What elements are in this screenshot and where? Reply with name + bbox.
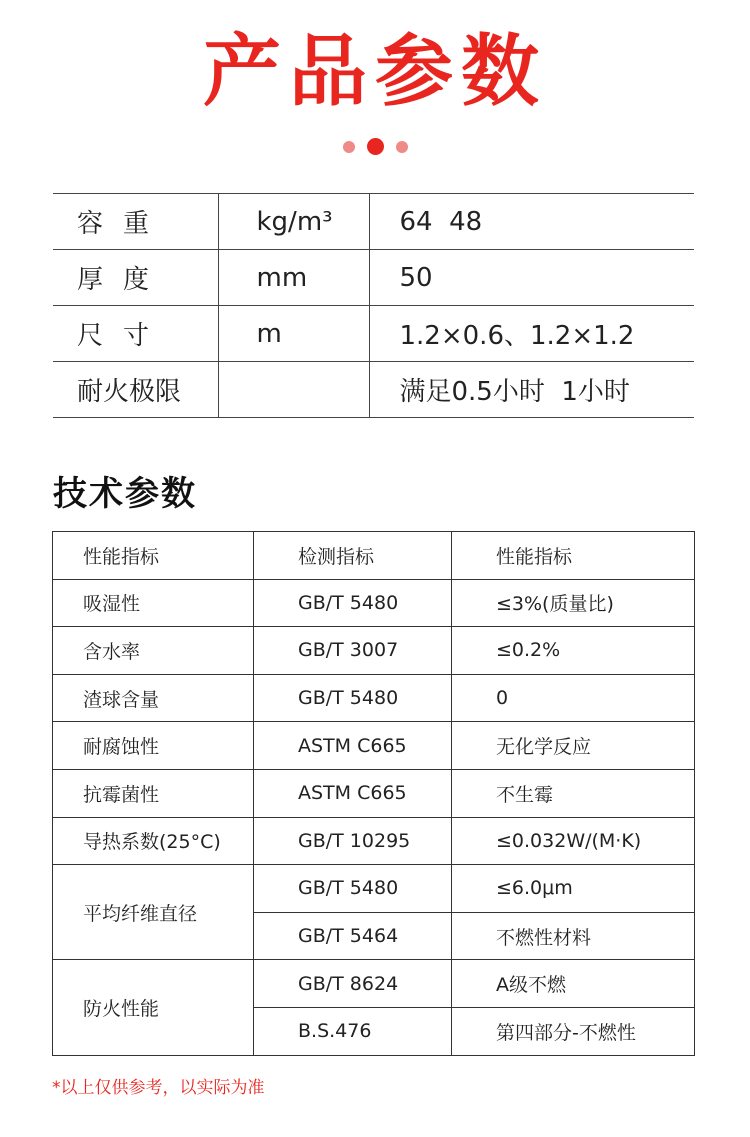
decorative-dots bbox=[0, 138, 750, 155]
table-row bbox=[53, 865, 695, 913]
table-row bbox=[53, 627, 695, 675]
property-cell: 吸湿性 bbox=[53, 579, 254, 627]
table-row bbox=[53, 579, 695, 627]
param-unit bbox=[218, 362, 369, 418]
property-cell: 渣球含量 bbox=[53, 674, 254, 722]
value-cell: ≤0.2% bbox=[452, 627, 695, 675]
param-value: 64 48 bbox=[369, 194, 694, 250]
standard-cell: ASTM C665 bbox=[254, 722, 452, 770]
value-cell: ≤3%(质量比) bbox=[452, 579, 695, 627]
table-row bbox=[53, 960, 695, 1008]
dot-icon bbox=[367, 138, 384, 155]
dot-icon bbox=[396, 141, 408, 153]
param-value: 1.2×0.6、1.2×1.2 bbox=[369, 306, 694, 362]
param-name: 厚度 bbox=[53, 250, 218, 306]
table-row bbox=[53, 362, 694, 418]
table-header-row bbox=[53, 532, 695, 580]
standard-cell: GB/T 3007 bbox=[254, 627, 452, 675]
table-row bbox=[53, 194, 694, 250]
value-cell: ≤6.0μm bbox=[452, 865, 695, 913]
property-cell: 含水率 bbox=[53, 627, 254, 675]
value-cell: 0 bbox=[452, 674, 695, 722]
property-cell: 防火性能 bbox=[53, 960, 254, 1055]
value-cell: 第四部分-不燃性 bbox=[452, 1007, 695, 1055]
property-cell: 耐腐蚀性 bbox=[53, 722, 254, 770]
table-row bbox=[53, 250, 694, 306]
value-cell: ≤0.032W/(M·K) bbox=[452, 817, 695, 865]
header-cell: 检测指标 bbox=[254, 532, 452, 580]
page-title: 产品参数 bbox=[202, 27, 547, 117]
param-unit: mm bbox=[218, 250, 369, 306]
standard-cell: GB/T 8624 bbox=[254, 960, 452, 1008]
table-row bbox=[53, 306, 694, 362]
table-row bbox=[53, 674, 695, 722]
header-cell: 性能指标 bbox=[452, 532, 695, 580]
property-cell: 抗霉菌性 bbox=[53, 769, 254, 817]
header-cell: 性能指标 bbox=[53, 532, 254, 580]
standard-cell: B.S.476 bbox=[254, 1007, 452, 1055]
param-value: 50 bbox=[369, 250, 694, 306]
standard-cell: GB/T 10295 bbox=[254, 817, 452, 865]
standard-cell: ASTM C665 bbox=[254, 769, 452, 817]
value-cell: A级不燃 bbox=[452, 960, 695, 1008]
value-cell: 不燃性材料 bbox=[452, 912, 695, 960]
property-cell: 导热系数(25°C) bbox=[53, 817, 254, 865]
section-title: 技术参数 bbox=[53, 474, 197, 514]
param-name: 尺寸 bbox=[53, 306, 218, 362]
standard-cell: GB/T 5464 bbox=[254, 912, 452, 960]
value-cell: 无化学反应 bbox=[452, 722, 695, 770]
table-row bbox=[53, 817, 695, 865]
tech-params-table bbox=[52, 531, 695, 1056]
param-unit: kg/m³ bbox=[218, 194, 369, 250]
standard-cell: GB/T 5480 bbox=[254, 674, 452, 722]
value-cell: 不生霉 bbox=[452, 769, 695, 817]
dot-icon bbox=[343, 141, 355, 153]
product-params-table bbox=[53, 193, 694, 418]
disclaimer-note: *以上仅供参考，以实际为准 bbox=[52, 1078, 265, 1098]
table-row bbox=[53, 722, 695, 770]
param-name: 容重 bbox=[53, 194, 218, 250]
param-name: 耐火极限 bbox=[53, 362, 218, 418]
param-value: 满足0.5小时 1小时 bbox=[369, 362, 694, 418]
property-cell: 平均纤维直径 bbox=[53, 865, 254, 960]
param-unit: m bbox=[218, 306, 369, 362]
table-row bbox=[53, 769, 695, 817]
standard-cell: GB/T 5480 bbox=[254, 865, 452, 913]
standard-cell: GB/T 5480 bbox=[254, 579, 452, 627]
